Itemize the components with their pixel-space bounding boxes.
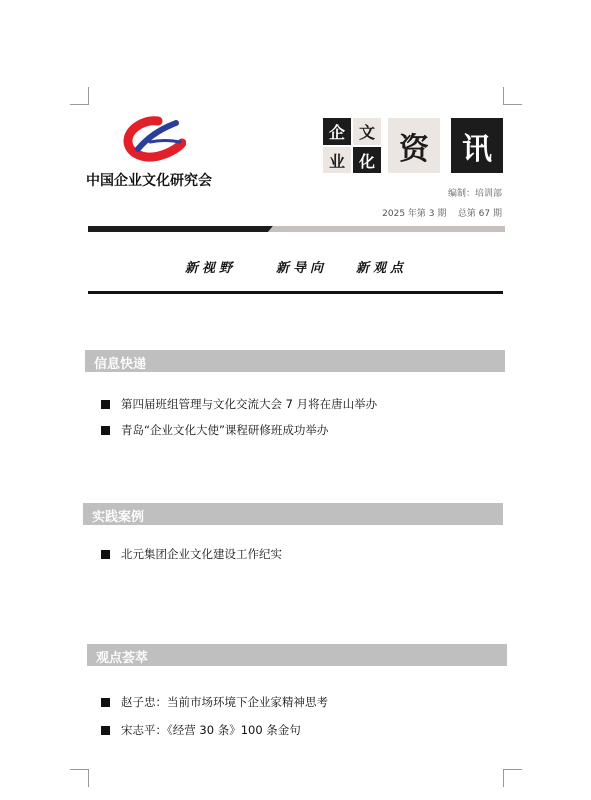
list-item[interactable] xyxy=(101,396,377,412)
title-char-1: 企 xyxy=(323,118,351,145)
section-title-opinions: 观点荟萃 xyxy=(96,651,149,666)
slogan-row xyxy=(0,257,591,277)
list-item-text: 青岛“企业文化大使”课程研修班成功举办 xyxy=(121,423,329,437)
title-char-3: 业 xyxy=(323,147,351,173)
list-item[interactable] xyxy=(101,546,282,562)
bullet-square-icon xyxy=(101,400,110,409)
slogan-3: 新观点 xyxy=(356,261,408,276)
bullet-square-icon xyxy=(101,426,110,435)
bullet-square-icon xyxy=(101,698,110,707)
crop-mark-bottom-right xyxy=(503,769,522,787)
title-char-2: 文 xyxy=(353,118,381,145)
section-bar-cases xyxy=(83,503,503,525)
org-logo-icon xyxy=(120,115,186,167)
org-name: 中国企业文化研究会 xyxy=(86,173,212,189)
crop-mark-top-right xyxy=(503,87,522,105)
list-item-text: 第四届班组管理与文化交流大会 7 月将在唐山举办 xyxy=(121,397,378,411)
title-char-4: 化 xyxy=(353,147,381,173)
header-divider xyxy=(88,226,505,232)
section-title-news: 信息快递 xyxy=(94,357,147,372)
crop-mark-bottom-left xyxy=(70,769,89,787)
list-item[interactable] xyxy=(101,722,301,738)
issue-label: 2025 年第 3 期 总第 67 期 xyxy=(382,209,502,219)
slogan-2: 新导向 xyxy=(276,261,328,276)
section-bar-opinions xyxy=(87,644,507,666)
editor-label: 编制：培训部 xyxy=(447,189,502,199)
list-item-text: 北元集团企业文化建设工作纪实 xyxy=(121,547,282,561)
list-item[interactable] xyxy=(101,694,328,710)
list-item[interactable] xyxy=(101,422,328,438)
title-char-large-2: 讯 xyxy=(451,118,503,173)
slogan-underline xyxy=(88,291,503,294)
bullet-square-icon xyxy=(101,726,110,735)
list-item-text: 宋志平：《经营 30 条》100 条金句 xyxy=(121,723,301,737)
section-bar-news xyxy=(85,350,505,372)
crop-mark-top-left xyxy=(70,87,89,105)
title-char-large-1: 资 xyxy=(388,118,440,173)
list-item-text: 赵子忠：当前市场环境下企业家精神思考 xyxy=(121,695,328,709)
section-title-cases: 实践案例 xyxy=(92,510,145,525)
slogan-1: 新视野 xyxy=(185,261,237,276)
bullet-square-icon xyxy=(101,550,110,559)
